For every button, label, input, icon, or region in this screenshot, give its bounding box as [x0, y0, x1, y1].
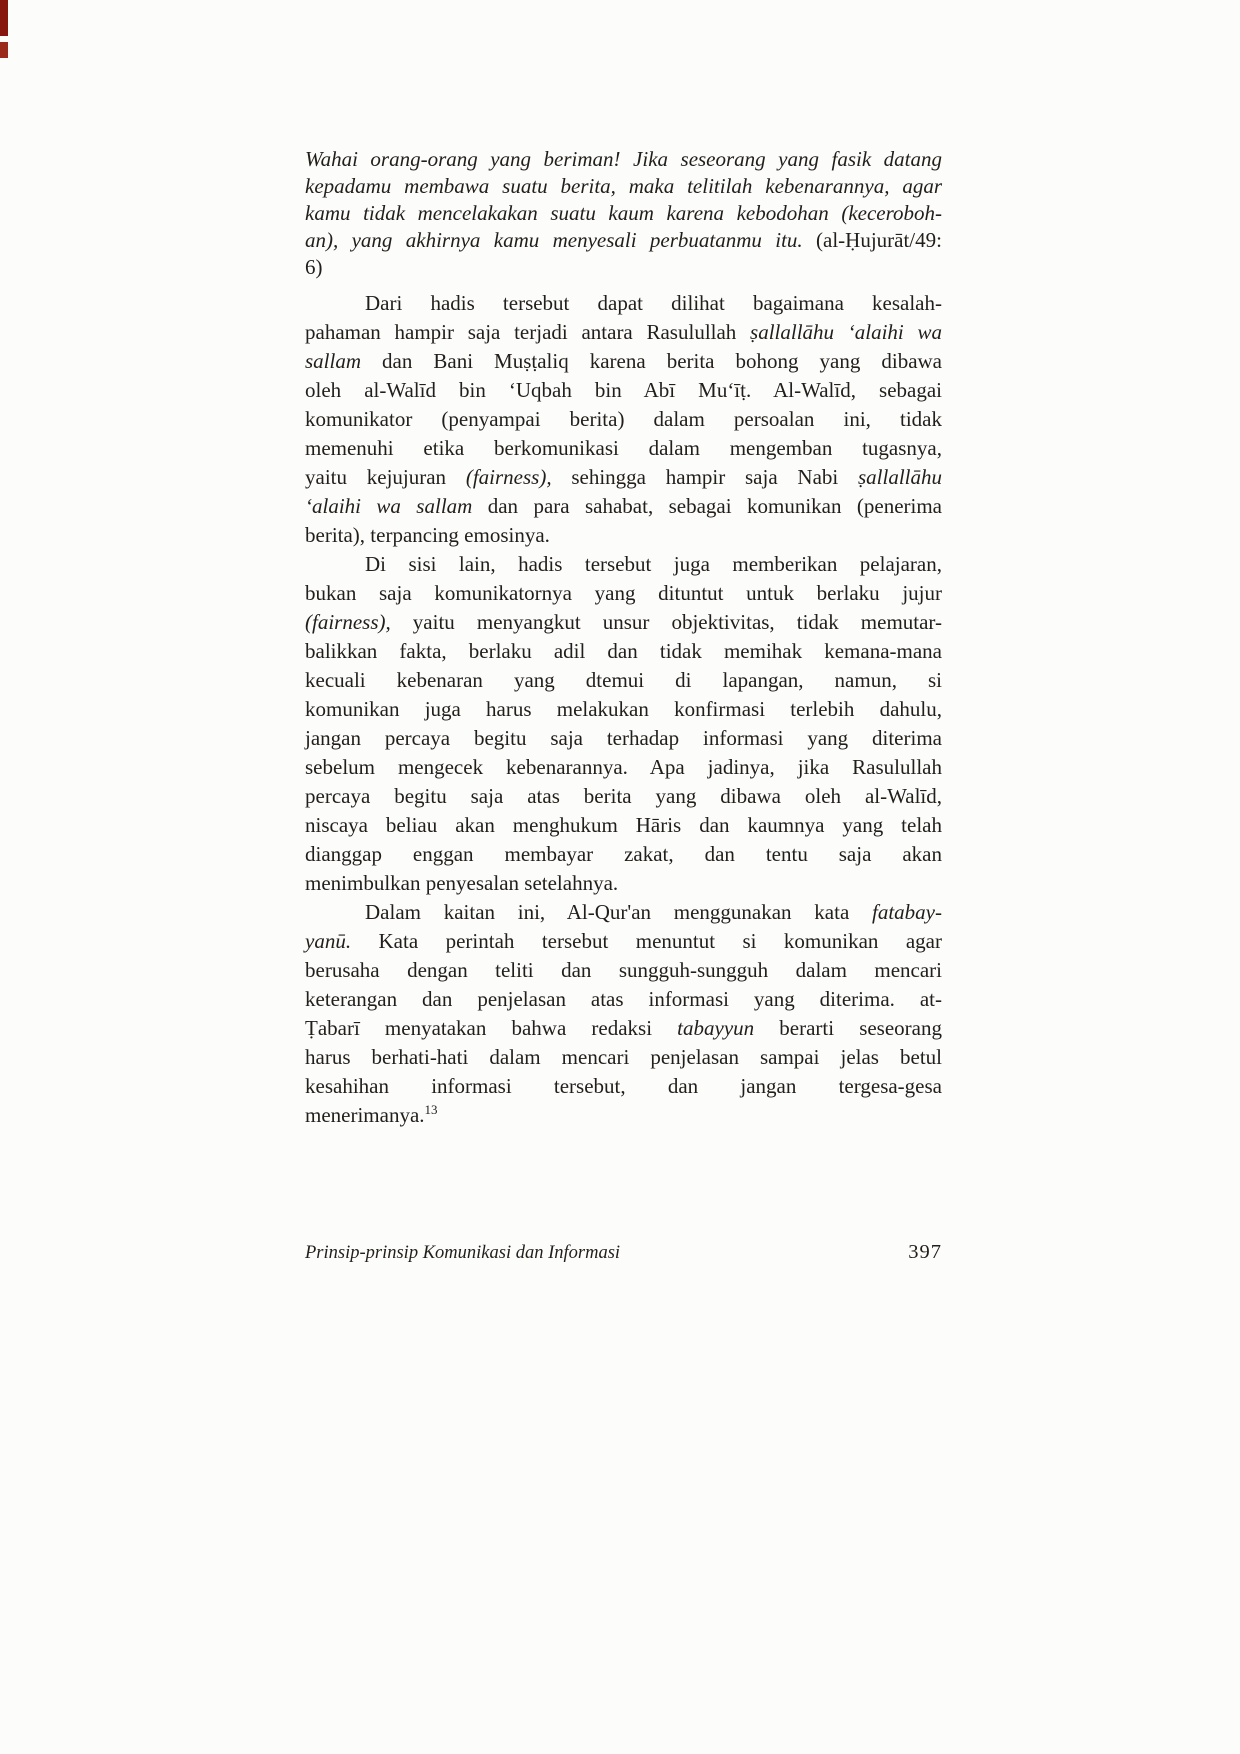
page-number: 397 — [908, 1241, 942, 1263]
text-run: an), yang akhirnya kamu menyesali perbuatanmu itu. — [305, 228, 803, 252]
text-run: tabayyun — [677, 1016, 755, 1040]
text-line — [305, 289, 942, 318]
text-run: percaya begitu saja atas berita yang dibawa oleh al-Walīd, — [305, 784, 942, 808]
text-line — [305, 1043, 942, 1072]
text-run: jangan percaya begitu saja terhadap informasi yang diterima — [305, 726, 942, 750]
text-line — [305, 376, 942, 405]
text-run: memenuhi etika berkomunikasi dalam mengemban tugasnya, — [305, 436, 942, 460]
text-run: yaitu kejujuran — [305, 465, 466, 489]
text-run: komunikan juga harus melakukan konfirmasi terlebih dahulu, — [305, 697, 942, 721]
text-line — [305, 347, 942, 376]
body-paragraph — [305, 289, 942, 550]
text-run: kecuali kebenaran yang dtemui di lapangan, namun, si — [305, 668, 942, 692]
body-paragraph — [305, 898, 942, 1130]
text-run: (fairness), — [465, 465, 552, 489]
text-run: Dari hadis tersebut dapat dilihat bagaimana kesalah- — [365, 291, 942, 315]
text-run: ṣallallāhu ‘alaihi wa — [750, 320, 942, 344]
body-paragraph — [305, 550, 942, 898]
footnote-marker: 13 — [424, 1102, 438, 1117]
text-run: harus berhati-hati dalam mencari penjelasan sampai jelas betul — [305, 1045, 942, 1069]
text-run: ‘alaihi wa sallam — [305, 494, 473, 518]
text-run: komunikator (penyampai berita) dalam persoalan ini, tidak — [305, 407, 942, 431]
running-footer-title: Prinsip-prinsip Komunikasi dan Informasi — [305, 1243, 621, 1263]
text-run: Wahai orang-orang yang beriman! Jika seseorang yang fasik datang — [305, 147, 942, 171]
text-line — [305, 227, 942, 254]
text-run: dan Bani Muṣṭaliq karena berita bohong yang dibawa — [361, 349, 942, 373]
text-run: berarti seseorang — [754, 1016, 942, 1040]
text-line — [305, 173, 942, 200]
text-line — [305, 637, 942, 666]
text-line — [305, 869, 942, 898]
text-line — [305, 1072, 942, 1101]
text-run: dan para sahabat, sebagai komunikan (penerima — [472, 494, 942, 518]
text-run: menimbulkan penyesalan setelahnya. — [305, 871, 619, 895]
text-run: (fairness), — [305, 610, 391, 634]
text-run: sehingga hampir saja Nabi — [551, 465, 858, 489]
text-line — [305, 985, 942, 1014]
text-line — [305, 782, 942, 811]
text-run: berita), terpancing emosinya. — [305, 523, 550, 547]
text-line — [305, 254, 942, 281]
text-line — [305, 1014, 942, 1043]
text-run: berusaha dengan teliti dan sungguh-sungguh dalam mencari — [305, 958, 942, 982]
text-run: 6) — [305, 255, 323, 279]
page-footer — [305, 1241, 942, 1264]
text-run: ṣallallāhu — [858, 465, 943, 489]
text-line — [305, 753, 942, 782]
text-run: Di sisi lain, hadis tersebut juga memberikan pelajaran, — [365, 552, 942, 576]
text-run: keterangan dan penjelasan atas informasi yang diterima. at- — [305, 987, 942, 1011]
text-run: yaitu menyangkut unsur objektivitas, tidak memutar- — [390, 610, 942, 634]
text-run: kepadamu membawa suatu berita, maka telitilah kebenarannya, agar — [305, 174, 942, 198]
scan-artifact — [0, 0, 8, 58]
text-line — [305, 608, 942, 637]
text-run: kamu tidak mencelakakan suatu kaum karena kebodohan (keceroboh- — [305, 201, 942, 225]
text-line — [305, 1101, 942, 1130]
text-line — [305, 200, 942, 227]
text-run: Dalam kaitan ini, Al-Qur'an menggunakan kata — [365, 900, 873, 924]
text-run: sebelum mengecek kebenarannya. Apa jadinya, jika Rasulullah — [305, 755, 942, 779]
text-run: (al-Ḥujurāt/49: — [802, 228, 942, 252]
text-line — [305, 521, 942, 550]
block-quote — [305, 146, 942, 281]
text-line — [305, 898, 942, 927]
body-text — [305, 146, 942, 1130]
text-line — [305, 492, 942, 521]
text-run: kesahihan informasi tersebut, dan jangan tergesa-gesa — [305, 1074, 942, 1098]
text-run: bukan saja komunikatornya yang dituntut untuk berlaku jujur — [305, 581, 942, 605]
text-line — [305, 695, 942, 724]
text-line — [305, 405, 942, 434]
text-run: pahaman hampir saja terjadi antara Rasulullah — [305, 320, 751, 344]
text-run: Ṭabarī menyatakan bahwa redaksi — [305, 1016, 678, 1040]
text-run: fatabay- — [872, 900, 942, 924]
text-run: oleh al-Walīd bin ‘Uqbah bin Abī Mu‘īṭ. Al-Walīd, sebagai — [305, 378, 942, 402]
text-run: niscaya beliau akan menghukum Hāris dan kaumnya yang telah — [305, 813, 942, 837]
text-line — [305, 434, 942, 463]
text-run: dianggap enggan membayar zakat, dan tentu saja akan — [305, 842, 942, 866]
text-run: menerimanya. — [305, 1103, 425, 1127]
text-line — [305, 146, 942, 173]
text-run: balikkan fakta, berlaku adil dan tidak memihak kemana-mana — [305, 639, 942, 663]
text-column — [305, 146, 942, 1130]
text-line — [305, 550, 942, 579]
text-line — [305, 463, 942, 492]
text-line — [305, 579, 942, 608]
text-line — [305, 318, 942, 347]
text-line — [305, 840, 942, 869]
text-line — [305, 927, 942, 956]
text-run: sallam — [305, 349, 362, 373]
text-line — [305, 666, 942, 695]
text-line — [305, 724, 942, 753]
text-line — [305, 811, 942, 840]
text-run: Kata perintah tersebut menuntut si komunikan agar — [351, 929, 942, 953]
text-line — [305, 956, 942, 985]
text-run: yanū. — [305, 929, 352, 953]
